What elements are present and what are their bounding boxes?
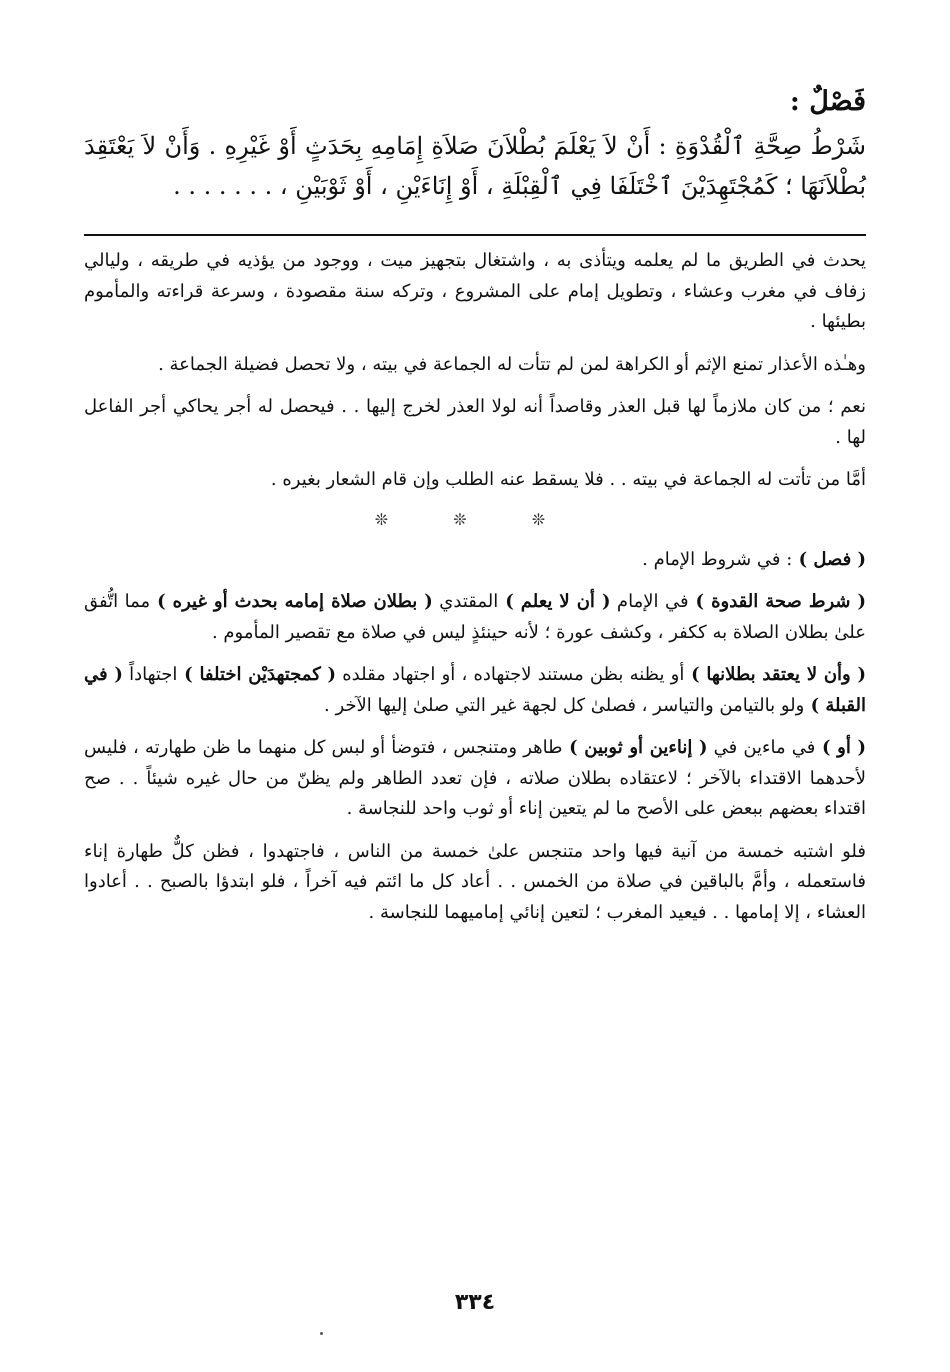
plain-phrase: في الإمام (610, 591, 689, 612)
commentary-paragraph (84, 733, 866, 825)
commentary-paragraph: فلو اشتبه خمسة من آنية فيها واحد متنجس علىٰ خمسة من الناس ، فاجتهدوا ، فظن كلٌّ طهارة إناء فاستعمله ، وأمَّ بالباقين في صلاة من الخمس . . أعاد كل ما ائتم فيه آخراً ، فلو ابتدؤا بالصبح . . أعادوا العشاء ، إلا إمامها . . فيعيد المغرب ؛ لتعين إنائي إماميهما للنجاسة . (84, 840, 866, 923)
page-number: ٣٣٤ (454, 1290, 496, 1315)
plain-phrase: المقتدي (432, 591, 499, 612)
commentary-paragraph: يحدث في الطريق ما لم يعلمه ويتأذى به ، واشتغال بتجهيز ميت ، ووجود من يؤذيه في طريقه ، وليالي زفاف في مغرب وعشاء ، وتطويل إمام على المشروع ، وتركه سنة مقصودة ، وسرعة قراءته والمأموم بطيئها . (84, 250, 866, 332)
commentary-paragraph: نعم ؛ من كان ملازماً لها قبل العذر وقاصداً أنه لولا العذر لخرج إليها . . فيحصل له أجر يحاكي أجر الفاعل لها . (84, 396, 866, 448)
bold-phrase: ( بطلان صلاة إمامه بحدث أو غيره ) (150, 591, 433, 612)
commentary-paragraph: أمَّا من تأتت له الجماعة في بيته . . فلا يسقط عنه الطلب وإن قام الشعار بغيره . (270, 469, 866, 490)
plain-phrase: : في شروط الإمام . (642, 548, 793, 570)
page (84, 82, 866, 940)
section-heading: فَصْلٌ : (789, 86, 866, 117)
section-divider-stars: ❊ ❊ ❊ (374, 509, 576, 529)
bold-phrase: ( إناءين أو ثوبين ) (562, 737, 708, 758)
bold-phrase: ( فصل ) (792, 548, 866, 570)
bold-phrase: ( كمجتهدَيْن اختلفا ) (177, 664, 337, 685)
plain-phrase: مما اتُّفق علىٰ بطلان الصلاة به ككفر ، وكشف عورة ؛ لأنه حينئذٍ ليس في صلاة مع تقصير المأموم . (84, 591, 866, 643)
bold-phrase: ( شرط صحة القدوة ) (688, 591, 867, 612)
print-speck (320, 1332, 323, 1335)
plain-phrase: ولو بالتيامن والتياسر ، فصلىٰ كل لجهة غير التي صلىٰ إليها الآخر . (324, 694, 805, 716)
commentary-paragraph (84, 587, 866, 648)
commentary-paragraph: وهـٰذه الأعذار تمنع الإثم أو الكراهة لمن لم تتأت له الجماعة في بيته ، ولا تحصل فضيلة الجماعة . (158, 353, 866, 375)
bold-phrase: ( في القبلة ) (84, 664, 866, 716)
bold-phrase: ( أو ) (815, 737, 866, 758)
plain-phrase: في ماءين في (707, 737, 816, 758)
plain-phrase: أو يظنه بظن مستند لاجتهاده ، أو اجتهاد مقلده (336, 664, 685, 685)
bold-phrase: ( أن لا يعلم ) (498, 591, 611, 612)
main-text: شَرْطُ صِحَّةِ ٱلْقُدْوَةِ : أَنْ لاَ يَعْلَمَ بُطْلاَنَ صَلاَةِ إِمَامِهِ بِحَدَثٍ أَوْ غَيْرِهِ . وَأَنْ لاَ يَعْتَقِدَ بُطْلاَنَهَا ؛ كَمُجْتَهِدَيْنَ ٱخْتَلَفَا فِي ٱلْقِبْلَةِ ، أَوْ إِنَاءَيْنِ ، أَوْ ثَوْبَيْنِ ، . . . . . . . (84, 132, 866, 200)
commentary-paragraph (84, 660, 866, 721)
commentary (84, 246, 866, 928)
plain-phrase: طاهر ومتنجس ، فتوضأ أو لبس كل منهما ما ظن طهارته ، فليس لأحدهما الاقتداء بالآخر ؛ لاعتقاده بطلان صلاته ، فإن تعدد الطاهر ولم يظنّ من حال غيره شيئاً . . صح اقتداء بعضهم ببعض على الأصح ما لم يتعين إناء أو ثوب واحد للنجاسة . (84, 737, 866, 819)
commentary-paragraph (84, 545, 866, 576)
separator-rule (84, 234, 866, 236)
bold-phrase: ( وأن لا يعتقد بطلانها ) (684, 664, 866, 685)
plain-phrase: اجتهاداً (122, 664, 178, 685)
